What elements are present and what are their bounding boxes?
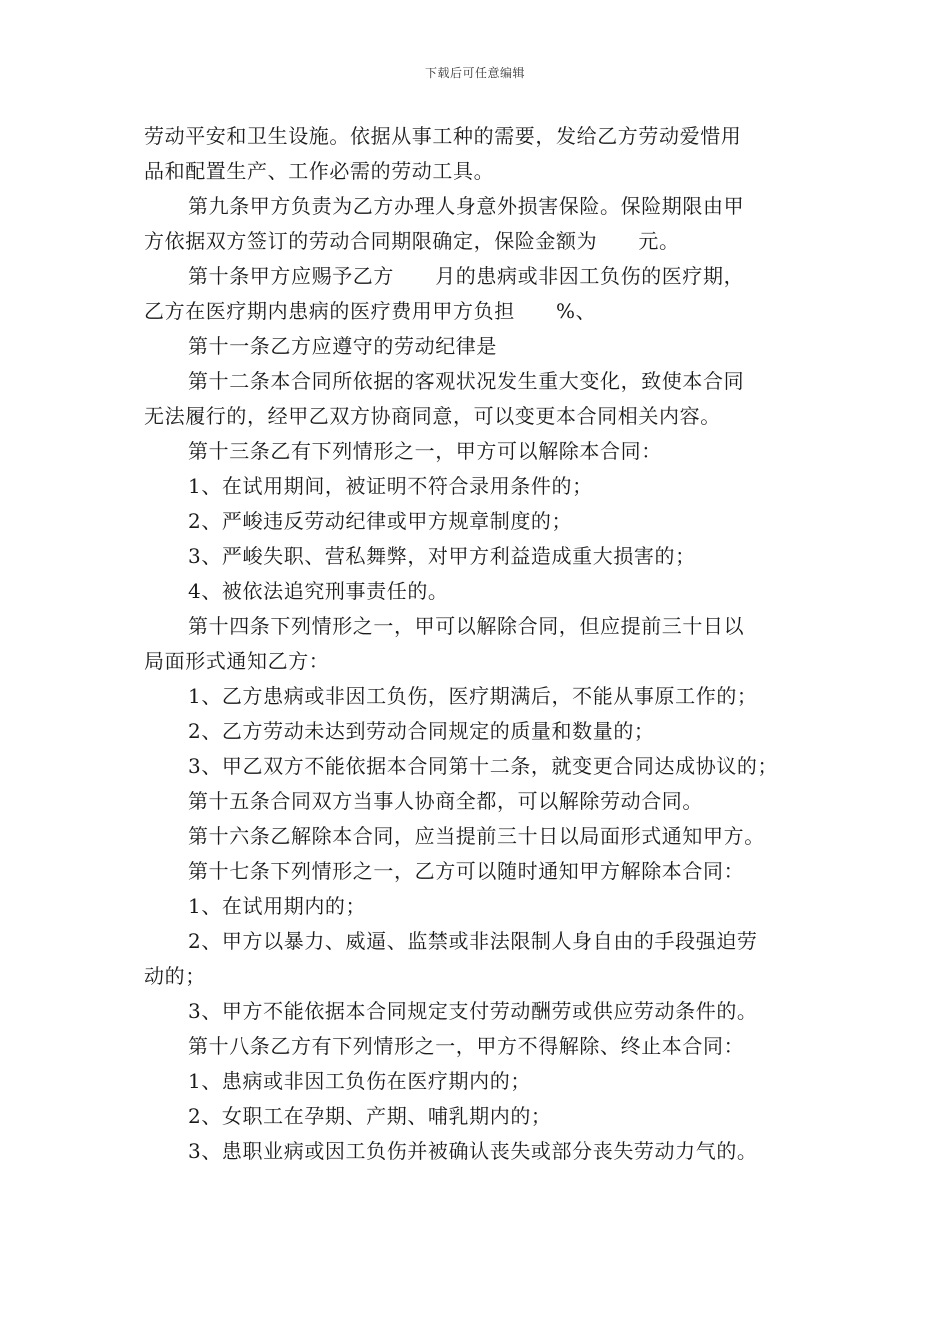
document-line: 1、患病或非因工负伤在医疗期内的；: [188, 1069, 531, 1093]
document-line: 3、甲方不能依据本合同规定支付劳动酬劳或供应劳动条件的。: [188, 999, 758, 1023]
document-line: 2、甲方以暴力、威逼、监禁或非法限制人身自由的手段强迫劳: [188, 929, 758, 953]
page-header: 下载后可任意编辑: [424, 66, 525, 80]
document-line: 第十二条本合同所依据的客观状况发生重大变化，致使本合同: [188, 369, 745, 393]
document-line: 无法履行的，经甲乙双方协商同意，可以变更本合同相关内容。: [144, 404, 721, 428]
document-line: 第十六条乙解除本合同，应当提前三十日以局面形式通知甲方。: [188, 824, 765, 848]
document-line: 1、在试用期内的；: [188, 894, 367, 918]
document-line: 3、患职业病或因工负伤并被确认丧失或部分丧失劳动力气的。: [188, 1139, 758, 1163]
document-line: 第九条甲方负责为乙方办理人身意外损害保险。保险期限由甲: [188, 194, 745, 218]
document-line: 方依据双方签订的劳动合同期限确定，保险金额为 元。: [144, 229, 680, 253]
document-line: 品和配置生产、工作必需的劳动工具。: [144, 159, 495, 183]
document-line: 2、乙方劳动未达到劳动合同规定的质量和数量的；: [188, 719, 655, 743]
document-line: 第十七条下列情形之一，乙方可以随时通知甲方解除本合同：: [188, 859, 745, 883]
document-line: 4、被依法追究刑事责任的。: [188, 579, 449, 603]
document-line: 劳动平安和卫生设施。依据从事工种的需要，发给乙方劳动爱惜用: [144, 124, 742, 148]
document-line: 动的；: [144, 964, 206, 988]
document-line: 局面形式通知乙方：: [144, 649, 330, 673]
document-line: 1、在试用期间，被证明不符合录用条件的；: [188, 474, 593, 498]
document-line: 2、严峻违反劳动纪律或甲方规章制度的；: [188, 509, 573, 533]
document-line: 第十四条下列情形之一，甲可以解除合同，但应提前三十日以: [188, 614, 745, 638]
document-line: 2、女职工在孕期、产期、哺乳期内的；: [188, 1104, 552, 1128]
document-line: 3、严峻失职、营私舞弊，对甲方利益造成重大损害的；: [188, 544, 696, 568]
document-line: 第十三条乙有下列情形之一，甲方可以解除本合同：: [188, 439, 662, 463]
document-line: 乙方在医疗期内患病的医疗费用甲方负担 %、: [144, 299, 597, 323]
document-line: 第十一条乙方应遵守的劳动纪律是: [188, 334, 497, 358]
document-line: 第十八条乙方有下列情形之一，甲方不得解除、终止本合同：: [188, 1034, 745, 1058]
document-body: [144, 119, 824, 1169]
document-line: 1、乙方患病或非因工负伤，医疗期满后，不能从事原工作的；: [188, 684, 758, 708]
document-line: 第十条甲方应赐予乙方 月的患病或非因工负伤的医疗期，: [188, 264, 745, 288]
document-line: 3、甲乙双方不能依据本合同第十二条，就变更合同达成协议的；: [188, 754, 779, 778]
document-line: 第十五条合同双方当事人协商全都，可以解除劳动合同。: [188, 789, 703, 813]
